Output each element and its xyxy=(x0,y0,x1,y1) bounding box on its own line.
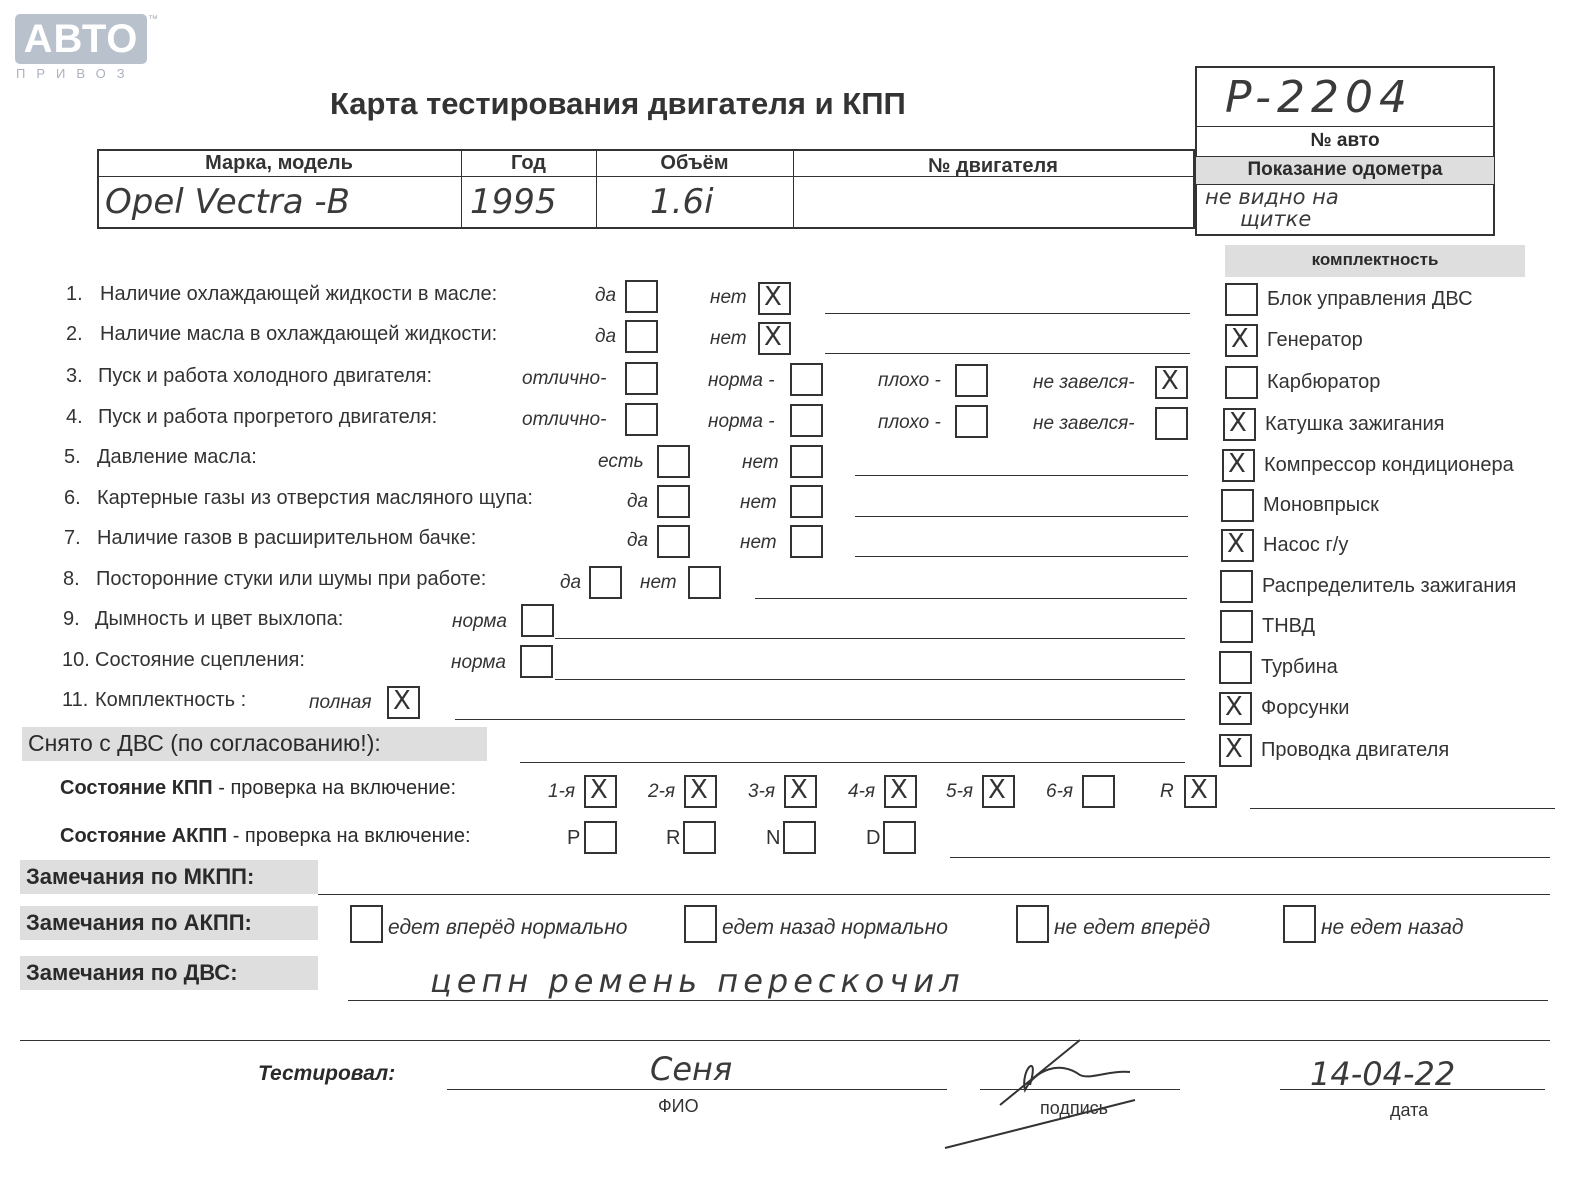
row-7-opt-no: нет xyxy=(740,532,777,553)
check-mark: X xyxy=(890,775,908,805)
check-mark: X xyxy=(1231,324,1249,354)
logo-subtitle: ПРИВОЗ xyxy=(16,66,136,81)
kpp-gear-checkbox[interactable] xyxy=(982,775,1015,808)
completeness-item-label: Компрессор кондиционера xyxy=(1264,454,1514,476)
completeness-checkbox-8[interactable] xyxy=(1220,570,1253,603)
check-mark: X xyxy=(790,775,808,805)
completeness-checkbox-3[interactable] xyxy=(1225,366,1258,399)
row-4-opt-no-start: не завелся- xyxy=(1033,413,1135,434)
row-1-opt-no: нет xyxy=(710,287,747,308)
row-4-opt-excellent: отлично- xyxy=(522,409,607,430)
row-3-bad-checkbox[interactable] xyxy=(955,364,988,397)
row-7-no-checkbox[interactable] xyxy=(790,525,823,558)
row-2-opt-yes: да xyxy=(595,326,617,347)
row-7-label: Наличие газов в расширительном бачке: xyxy=(97,527,477,549)
row-2-opt-no: нет xyxy=(710,328,747,349)
col-year: Год xyxy=(511,152,546,174)
row-3-opt-bad: плохо - xyxy=(878,370,941,391)
akpp-remark-label: едет вперёд нормально xyxy=(388,916,628,939)
akpp-mode-label: P xyxy=(567,827,581,849)
kpp-gear-label: 5-я xyxy=(946,781,974,802)
remarks-dvs-value: цепн ремень перескочил xyxy=(430,962,965,1000)
row-6-num: 6. xyxy=(64,487,81,509)
kpp-label: Состояние КПП - проверка на включение: xyxy=(60,777,457,799)
row-5-no-checkbox[interactable] xyxy=(790,445,823,478)
row-7-yes-checkbox[interactable] xyxy=(657,525,690,558)
row-7-num: 7. xyxy=(64,527,81,549)
row-1-opt-yes: да xyxy=(595,285,617,306)
row-8-no-checkbox[interactable] xyxy=(688,566,721,599)
row-4-opt-normal: норма - xyxy=(708,411,775,432)
row-8-yes-checkbox[interactable] xyxy=(589,566,622,599)
row-6-label: Картерные газы из отверстия масляного щупа: xyxy=(97,487,533,509)
akpp-remark-label: не едет вперёд xyxy=(1054,916,1211,939)
row-4-label: Пуск и работа прогретого двигателя: xyxy=(98,406,438,428)
check-mark: X xyxy=(393,686,411,716)
completeness-item-label: ТНВД xyxy=(1262,615,1316,637)
kpp-gear-checkbox[interactable] xyxy=(884,775,917,808)
akpp-remark-checkbox[interactable] xyxy=(350,905,383,943)
kpp-gear-label: 2-я xyxy=(648,781,676,802)
row-3-normal-checkbox[interactable] xyxy=(790,363,823,396)
auto-number-label: № авто xyxy=(1310,130,1380,151)
row-8-num: 8. xyxy=(63,568,80,590)
row-5-label: Давление масла: xyxy=(97,446,257,468)
row-4-excellent-checkbox[interactable] xyxy=(625,403,658,436)
akpp-remark-checkbox[interactable] xyxy=(1283,905,1316,943)
completeness-item-label: Насос г/у xyxy=(1263,534,1349,556)
completeness-checkbox-6[interactable] xyxy=(1221,489,1254,522)
odometer-value-2: щитке xyxy=(1240,207,1312,231)
date-label: дата xyxy=(1390,1100,1429,1120)
completeness-checkbox-4[interactable] xyxy=(1223,408,1256,441)
check-mark: X xyxy=(1229,408,1247,438)
row-4-num: 4. xyxy=(66,406,83,428)
row-9-num: 9. xyxy=(63,608,80,630)
akpp-label: Состояние АКПП - проверка на включение: xyxy=(60,825,471,847)
row-9-opt-normal: норма xyxy=(452,611,507,632)
date-value: 14-04-22 xyxy=(1310,1055,1456,1093)
auto-number-value: P-2204 xyxy=(1225,72,1413,123)
akpp-mode-checkbox[interactable] xyxy=(683,821,716,854)
akpp-mode-checkbox[interactable] xyxy=(584,821,617,854)
row-2-yes-checkbox[interactable] xyxy=(625,320,658,353)
kpp-gear-checkbox[interactable] xyxy=(584,775,617,808)
row-11-num: 11. xyxy=(62,689,89,711)
completeness-checkbox-5[interactable] xyxy=(1222,449,1255,482)
row-6-no-checkbox[interactable] xyxy=(790,485,823,518)
row-5-yes-checkbox[interactable] xyxy=(657,445,690,478)
kpp-gear-checkbox[interactable] xyxy=(784,775,817,808)
row-10-label: Состояние сцепления: xyxy=(95,649,305,671)
completeness-title: комплектность xyxy=(1311,250,1439,269)
row-3-opt-excellent: отлично- xyxy=(522,368,607,389)
row-6-opt-no: нет xyxy=(740,492,777,513)
akpp-mode-checkbox[interactable] xyxy=(783,821,816,854)
kpp-gear-checkbox[interactable] xyxy=(1184,775,1217,808)
row-11-label: Комплектность : xyxy=(95,689,247,711)
akpp-remark-checkbox[interactable] xyxy=(1016,905,1049,943)
completeness-item-label: Распределитель зажигания xyxy=(1262,575,1517,597)
row-10-normal-checkbox[interactable] xyxy=(520,645,553,678)
row-4-no-start-checkbox[interactable] xyxy=(1155,407,1188,440)
kpp-gear-label: 3-я xyxy=(748,781,776,802)
tester-name: Сеня xyxy=(650,1050,733,1088)
row-8-opt-yes: да xyxy=(560,572,582,593)
completeness-checkbox-7[interactable] xyxy=(1221,529,1254,562)
row-4-normal-checkbox[interactable] xyxy=(790,404,823,437)
kpp-gear-checkbox[interactable] xyxy=(684,775,717,808)
kpp-gear-label: 4-я xyxy=(848,781,876,802)
row-2-label: Наличие масла в охлаждающей жидкости: xyxy=(100,323,498,345)
completeness-item-label: Катушка зажигания xyxy=(1265,413,1445,435)
odometer-value-1: не видно на xyxy=(1205,185,1339,209)
check-mark: X xyxy=(690,775,708,805)
row-10-num: 10. xyxy=(62,649,90,671)
row-5-opt-no: нет xyxy=(742,452,779,473)
fio-label: ФИО xyxy=(658,1096,699,1116)
row-1-num: 1. xyxy=(66,283,83,305)
check-mark: X xyxy=(1227,529,1245,559)
value-year: 1995 xyxy=(470,182,557,222)
value-volume: 1.6i xyxy=(650,182,714,222)
akpp-mode-checkbox[interactable] xyxy=(883,821,916,854)
row-4-bad-checkbox[interactable] xyxy=(955,405,988,438)
row-7-opt-yes: да xyxy=(627,530,649,551)
check-mark: X xyxy=(1228,449,1246,479)
page-title: Карта тестирования двигателя и КПП xyxy=(330,86,906,121)
row-3-excellent-checkbox[interactable] xyxy=(625,362,658,395)
remarks-dvs-label: Замечания по ДВС: xyxy=(26,960,238,985)
completeness-checkbox-9[interactable] xyxy=(1220,610,1253,643)
row-2-no-checkbox[interactable] xyxy=(758,322,791,355)
kpp-gear-checkbox[interactable] xyxy=(1082,775,1115,808)
row-1-label: Наличие охлаждающей жидкости в масле: xyxy=(100,283,498,305)
col-make-model: Марка, модель xyxy=(205,152,353,174)
signature-icon xyxy=(940,1030,1170,1160)
akpp-remark-label: не едет назад xyxy=(1321,916,1464,939)
check-mark: X xyxy=(1190,775,1208,805)
col-volume: Объём xyxy=(660,152,729,174)
kpp-gear-label: R xyxy=(1160,781,1174,802)
row-8-label: Посторонние стуки или шумы при работе: xyxy=(96,568,487,590)
row-3-num: 3. xyxy=(66,365,83,387)
completeness-item-label: Блок управления ДВС xyxy=(1267,288,1473,310)
remarks-mkpp-label: Замечания по МКПП: xyxy=(26,864,255,889)
akpp-mode-label: R xyxy=(666,827,681,849)
remarks-akpp-label: Замечания по АКПП: xyxy=(26,910,252,935)
row-6-opt-yes: да xyxy=(627,491,649,512)
kpp-gear-label: 6-я xyxy=(1046,781,1074,802)
odometer-label: Показание одометра xyxy=(1247,159,1443,180)
akpp-mode-label: N xyxy=(766,827,781,849)
row-9-normal-checkbox[interactable] xyxy=(521,604,554,637)
row-8-opt-no: нет xyxy=(640,572,677,593)
logo: АВТО xyxy=(15,14,147,64)
row-3-opt-no-start: не завелся- xyxy=(1033,372,1135,393)
row-5-num: 5. xyxy=(64,446,81,468)
check-mark: X xyxy=(764,282,782,312)
completeness-checkbox-1[interactable] xyxy=(1225,283,1258,316)
completeness-item-label: Форсунки xyxy=(1261,697,1350,719)
row-11-opt-full: полная xyxy=(309,692,372,713)
completeness-item-label: Карбюратор xyxy=(1267,371,1381,393)
row-6-yes-checkbox[interactable] xyxy=(657,485,690,518)
check-mark: X xyxy=(764,322,782,352)
check-mark: X xyxy=(1225,692,1243,722)
completeness-item-label: Генератор xyxy=(1267,329,1363,351)
completeness-checkbox-10[interactable] xyxy=(1219,651,1252,684)
signature-label: подпись xyxy=(1040,1098,1109,1118)
tested-label: Тестировал: xyxy=(258,1062,396,1085)
completeness-item-label: Проводка двигателя xyxy=(1261,739,1450,761)
row-1-yes-checkbox[interactable] xyxy=(625,280,658,313)
row-11-full-checkbox[interactable] xyxy=(387,686,420,719)
row-4-opt-bad: плохо - xyxy=(878,412,941,433)
row-5-opt-yes: есть xyxy=(598,451,644,472)
row-2-num: 2. xyxy=(66,323,83,345)
value-make-model: Opel Vectra -B xyxy=(105,182,350,222)
logo-tm: ™ xyxy=(148,14,158,25)
check-mark: X xyxy=(1225,734,1243,764)
completeness-checkbox-2[interactable] xyxy=(1225,324,1258,357)
akpp-remark-checkbox[interactable] xyxy=(684,905,717,943)
completeness-item-label: Моновпрыск xyxy=(1263,494,1379,516)
completeness-checkbox-12[interactable] xyxy=(1219,734,1252,767)
completeness-item-label: Турбина xyxy=(1261,656,1338,678)
akpp-remark-label: едет назад нормально xyxy=(722,916,948,939)
col-engine-number: № двигателя xyxy=(928,155,1058,177)
kpp-gear-label: 1-я xyxy=(548,781,576,802)
akpp-mode-label: D xyxy=(866,827,881,849)
check-mark: X xyxy=(590,775,608,805)
completeness-checkbox-11[interactable] xyxy=(1219,692,1252,725)
row-1-no-checkbox[interactable] xyxy=(758,282,791,315)
check-mark: X xyxy=(1161,366,1179,396)
check-mark: X xyxy=(988,775,1006,805)
row-3-label: Пуск и работа холодного двигателя: xyxy=(98,365,433,387)
row-3-no-start-checkbox[interactable] xyxy=(1155,366,1188,399)
row-3-opt-normal: норма - xyxy=(708,370,775,391)
removed-label: Снято с ДВС (по согласованию!): xyxy=(28,730,381,756)
row-9-label: Дымность и цвет выхлопа: xyxy=(95,608,344,630)
row-10-opt-normal: норма xyxy=(451,652,506,673)
